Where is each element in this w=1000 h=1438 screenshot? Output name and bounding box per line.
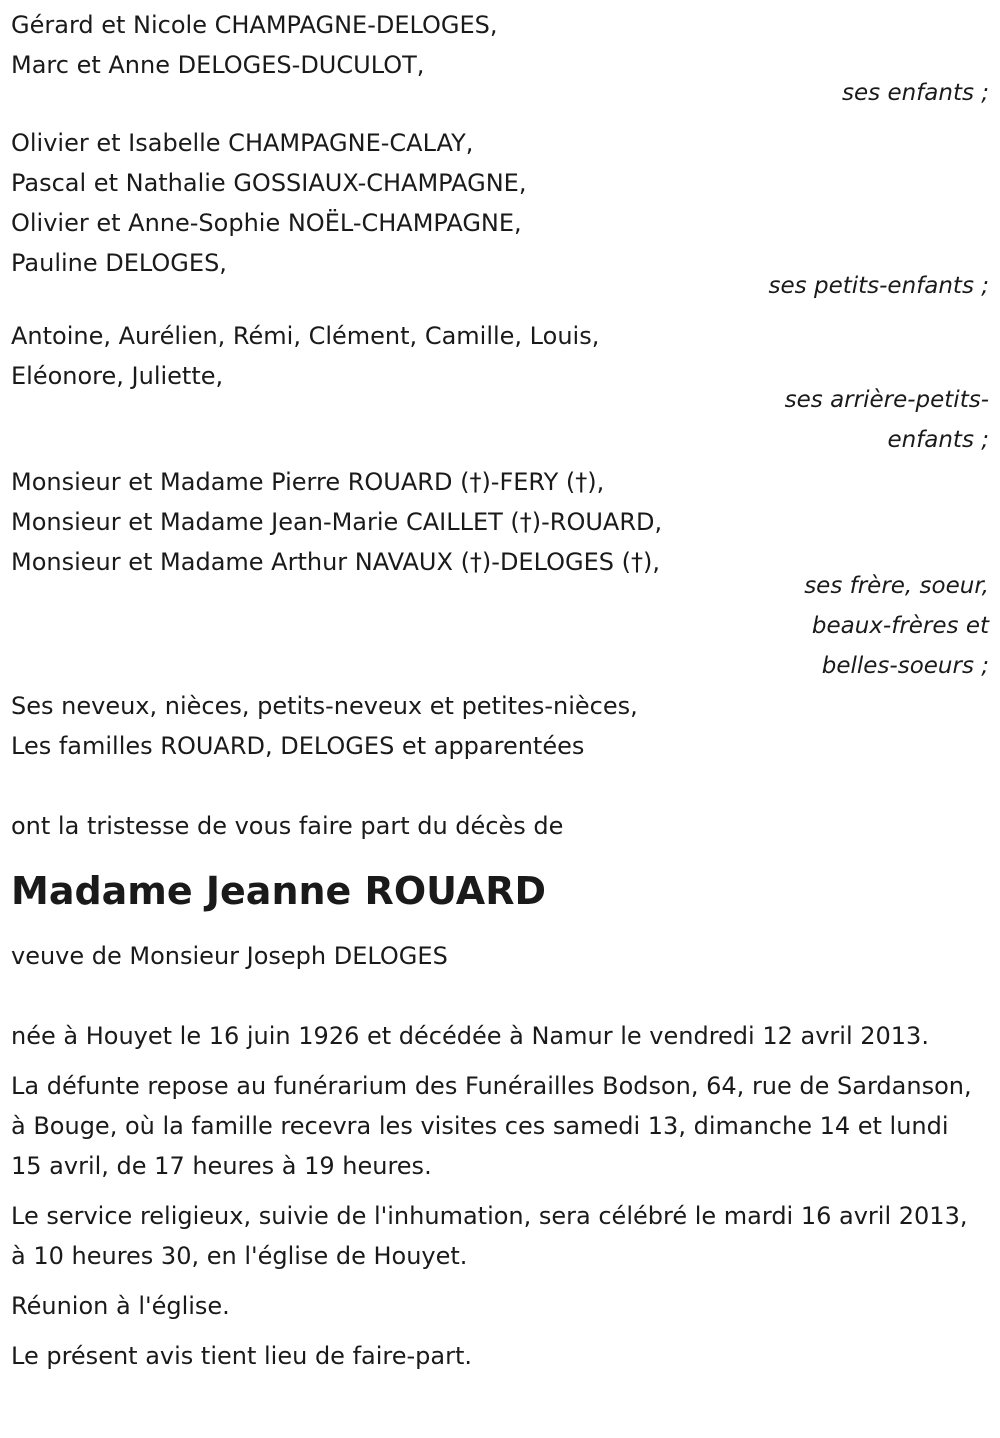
family-group-great-grandchildren xyxy=(11,316,991,460)
family-group-siblings xyxy=(11,462,991,686)
relationship-label-line: ses enfants ; xyxy=(842,80,989,106)
service-paragraph: Le service religieux, suivie de l'inhumation, sera célébré le mardi 16 avril 2013, à 10 heures 30, en l'église de Houyet. xyxy=(11,1202,968,1270)
family-group-grandchildren xyxy=(11,123,991,306)
relationship-label-line: beaux-frères et xyxy=(811,613,989,639)
family-line: Pauline DELOGES, xyxy=(11,249,227,277)
family-line: Olivier et Anne-Sophie NOËL-CHAMPAGNE, xyxy=(11,209,522,237)
family-line: Monsieur et Madame Pierre ROUARD (†)-FERY (†), xyxy=(11,468,605,496)
family-line: Monsieur et Madame Jean-Marie CAILLET (†)-ROUARD, xyxy=(11,508,663,536)
widow-of-text: veuve de Monsieur Joseph DELOGES xyxy=(11,942,448,970)
family-line: Marc et Anne DELOGES-DUCULOT, xyxy=(11,51,425,79)
relationship-label-line: belles-soeurs ; xyxy=(821,653,989,679)
family-line: Les familles ROUARD, DELOGES et apparentées xyxy=(11,732,585,760)
meeting-paragraph: Réunion à l'église. xyxy=(11,1292,230,1320)
deceased-name: Madame Jeanne ROUARD xyxy=(11,869,547,913)
announcement-text: ont la tristesse de vous faire part du décès de xyxy=(11,812,564,840)
family-line: Ses neveux, nièces, petits-neveux et petites-nièces, xyxy=(11,692,638,720)
relationship-label-line: ses petits-enfants ; xyxy=(768,273,989,299)
visitation-paragraph: La défunte repose au funérarium des Funérailles Bodson, 64, rue de Sardanson, à Bouge, où la famille recevra les visites ces samedi 13, dimanche 14 et lundi 15 avril, de 17 heures à 19 heures. xyxy=(11,1072,972,1180)
relationship-label-line: ses frère, soeur, xyxy=(804,573,989,599)
family-line: Olivier et Isabelle CHAMPAGNE-CALAY, xyxy=(11,129,474,157)
family-line: Gérard et Nicole CHAMPAGNE-DELOGES, xyxy=(11,11,498,39)
notice-paragraph: Le présent avis tient lieu de faire-part. xyxy=(11,1342,473,1370)
relationship-label-line: ses arrière-petits- xyxy=(784,387,989,413)
relationship-label xyxy=(11,566,991,686)
family-line: Antoine, Aurélien, Rémi, Clément, Camille, Louis, xyxy=(11,322,600,350)
family-group-children xyxy=(11,5,991,113)
extended-family xyxy=(11,686,991,766)
family-line: Eléonore, Juliette, xyxy=(11,362,224,390)
birth-death-paragraph: née à Houyet le 16 juin 1926 et décédée à Namur le vendredi 12 avril 2013. xyxy=(11,1022,929,1050)
obituary-notice xyxy=(11,5,991,1376)
family-line: Pascal et Nathalie GOSSIAUX-CHAMPAGNE, xyxy=(11,169,527,197)
relationship-label-line: enfants ; xyxy=(887,427,989,453)
family-line: Monsieur et Madame Arthur NAVAUX (†)-DELOGES (†), xyxy=(11,548,660,576)
